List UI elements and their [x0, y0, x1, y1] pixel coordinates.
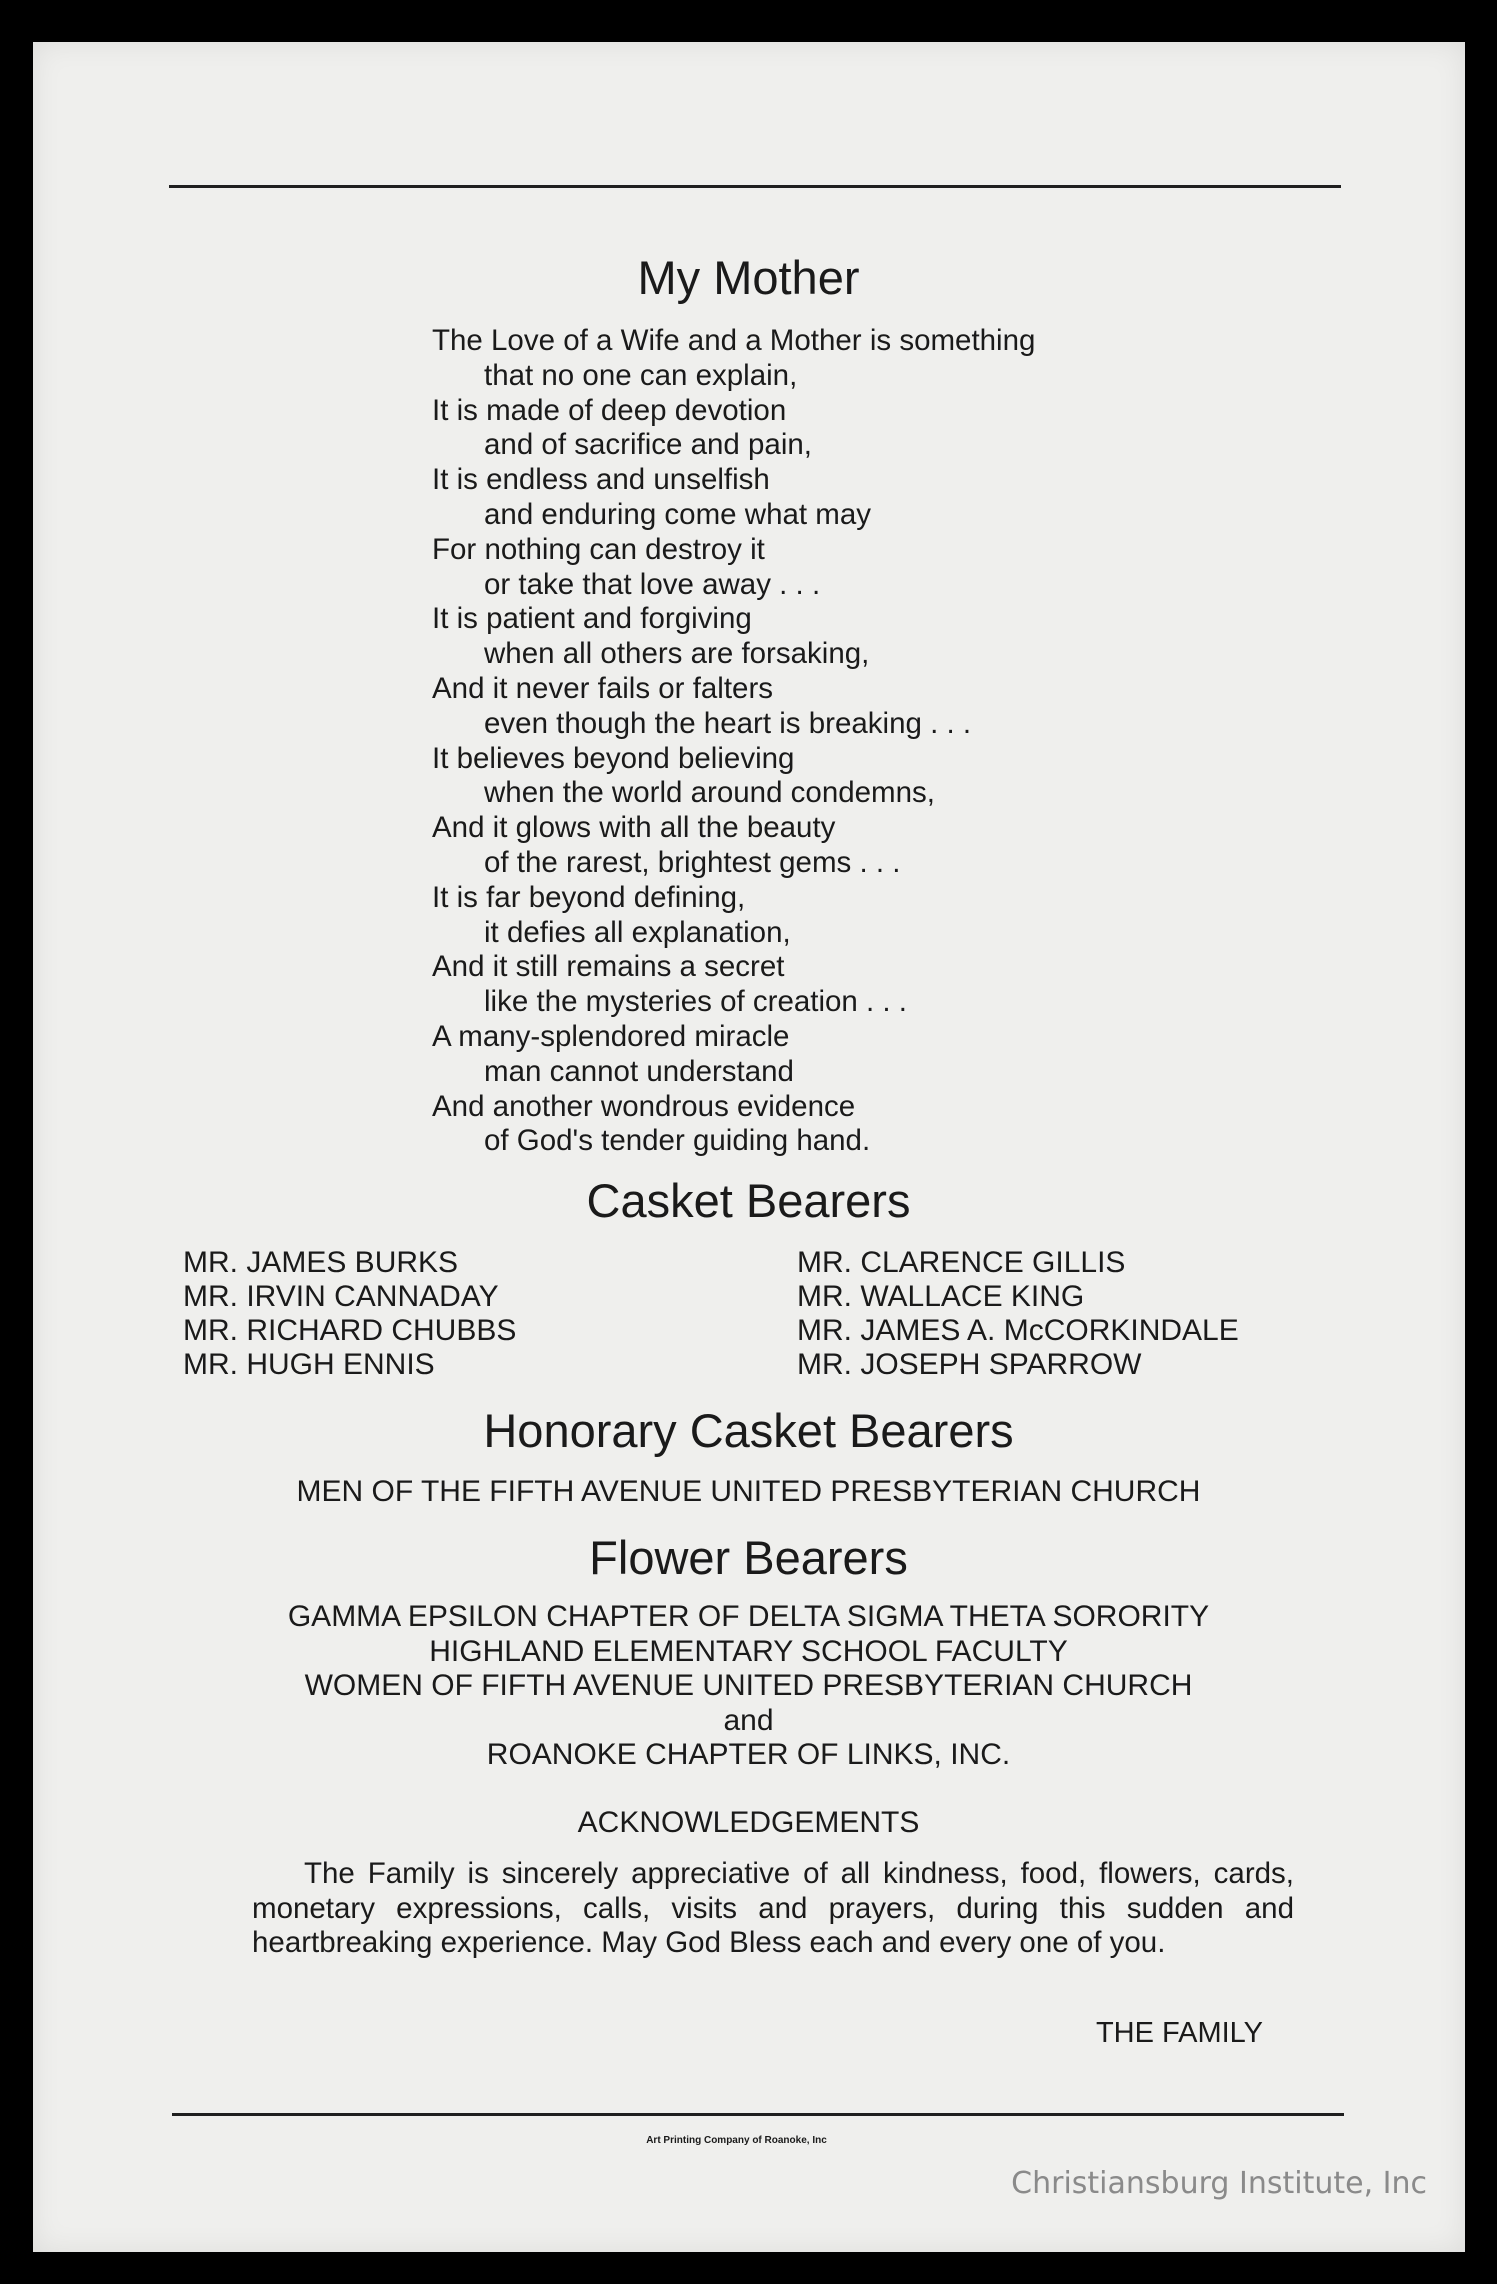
poem-line: and of sacrifice and pain,	[484, 428, 812, 462]
honorary-bearers-heading: Honorary Casket Bearers	[483, 1404, 1014, 1457]
poem-line: it defies all explanation,	[484, 915, 791, 949]
poem-line: It is endless and unselfish	[432, 463, 770, 497]
flower-bearer-line: HIGHLAND ELEMENTARY SCHOOL FACULTY	[429, 1634, 1068, 1668]
poem-body	[432, 324, 1035, 1159]
bottom-divider	[172, 2113, 1344, 2116]
poem-line: It is made of deep devotion	[432, 393, 787, 427]
flower-bearers-list	[0, 1600, 1497, 1773]
flower-bearer-line: WOMEN OF FIFTH AVENUE UNITED PRESBYTERIAN CHURCH	[304, 1669, 1193, 1702]
poem-line: of God's tender guiding hand.	[484, 1124, 871, 1158]
poem-line: For nothing can destroy it	[432, 532, 765, 566]
acknowledgements-heading: ACKNOWLEDGEMENTS	[577, 1806, 920, 1839]
poem-line: of the rarest, brightest gems . . .	[484, 845, 901, 879]
bearer-name: MR. WALLACE KING	[797, 1280, 1085, 1313]
poem-line: And it glows with all the beauty	[432, 811, 836, 845]
poem-line: And it never fails or falters	[432, 671, 774, 705]
poem-line: even though the heart is breaking . . .	[484, 706, 972, 740]
poem-line: It is far beyond defining,	[432, 880, 746, 914]
bearer-name: MR. HUGH ENNIS	[183, 1348, 435, 1381]
poem-line: and enduring come what may	[484, 497, 872, 531]
honorary-bearers-text: MEN OF THE FIFTH AVENUE UNITED PRESBYTERIAN CHURCH	[296, 1475, 1201, 1508]
poem-line: It is patient and forgiving	[432, 602, 752, 636]
printer-credit: Art Printing Company of Roanoke, Inc	[646, 2135, 827, 2146]
bearer-name: MR. JAMES A. McCORKINDALE	[797, 1314, 1239, 1347]
casket-bearers-left-column	[183, 1246, 516, 1382]
flower-bearer-line: ROANOKE CHAPTER OF LINKS, INC.	[486, 1738, 1011, 1771]
bearer-name: MR. IRVIN CANNADAY	[183, 1280, 499, 1313]
casket-bearers-right-column	[797, 1246, 1239, 1382]
family-signature: THE FAMILY	[1095, 2017, 1263, 2049]
bearer-name: MR. JOSEPH SPARROW	[797, 1348, 1142, 1381]
casket-bearers-heading: Casket Bearers	[586, 1174, 911, 1227]
poem-line: And another wondrous evidence	[432, 1089, 856, 1123]
poem-line: man cannot understand	[484, 1054, 794, 1088]
poem-line: that no one can explain,	[484, 358, 798, 392]
bearer-name: MR. RICHARD CHUBBS	[183, 1314, 517, 1347]
poem-line: like the mysteries of creation . . .	[484, 985, 907, 1019]
poem-line: when all others are forsaking,	[484, 637, 870, 671]
bearer-name: MR. JAMES BURKS	[183, 1246, 459, 1279]
poem-title: My Mother	[637, 251, 860, 304]
poem-line: or take that love away . . .	[484, 567, 821, 601]
poem-line: And it still remains a secret	[432, 950, 785, 984]
flower-bearer-line: and	[723, 1703, 774, 1737]
poem-line: A many-splendored miracle	[432, 1019, 790, 1053]
acknowledgements-body: The Family is sincerely appreciative of all kindness, food, flowers, cards, monetary expressions, calls, visits and prayers, during this sudden and heartbreaking experience. May God Bless each and every one of you.	[252, 1857, 1294, 1959]
flower-bearers-heading: Flower Bearers	[589, 1531, 908, 1584]
poem-line: The Love of a Wife and a Mother is something	[432, 324, 1036, 357]
poem-line: It believes beyond believing	[432, 741, 795, 775]
top-divider	[169, 185, 1341, 188]
watermark: Christiansburg Institute, Inc	[1011, 2166, 1427, 2201]
flower-bearer-line: GAMMA EPSILON CHAPTER OF DELTA SIGMA THETA SORORITY	[287, 1600, 1210, 1633]
poem-line: when the world around condemns,	[484, 776, 935, 810]
bearer-name: MR. CLARENCE GILLIS	[797, 1246, 1126, 1279]
